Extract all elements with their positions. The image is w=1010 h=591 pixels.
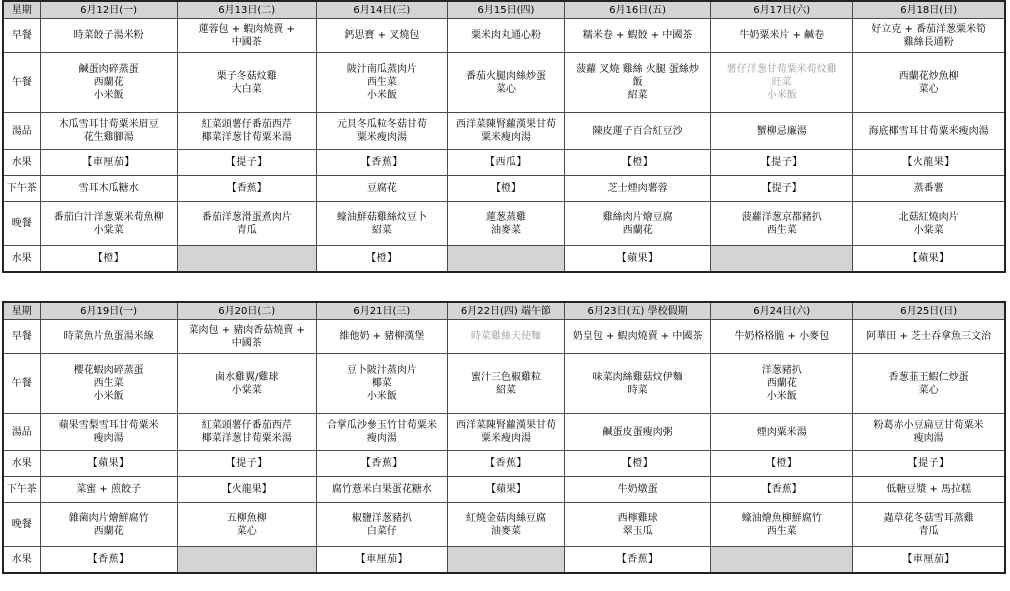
menu-item-text: 翠玉瓜: [622, 525, 653, 537]
menu-item-text: 阿華田 + 芝士吞拿魚三文治: [866, 331, 992, 342]
menu-cell: [177, 320, 316, 354]
menu-item-text: 菜蜜 + 煎餃子: [76, 484, 141, 495]
menu-cell: [565, 451, 711, 477]
menu-cell: [40, 246, 177, 272]
menu-item-text: 西蘭花炒魚柳: [898, 70, 959, 82]
menu-table-week-2: [2, 301, 1006, 574]
menu-item-text: 時菜雞絲天使麵: [470, 331, 541, 342]
menu-cell: [40, 414, 177, 451]
menu-item-text: 合掌瓜沙參玉竹甘荀粟米: [326, 420, 437, 431]
menu-cell: [853, 53, 1005, 113]
menu-cell: [447, 354, 564, 414]
menu-item-text: 洋葱豬扒: [761, 365, 802, 376]
menu-item-text: 香葱韮王蝦仁炒蛋: [888, 371, 969, 383]
day-header: 6月17日(六): [711, 1, 853, 19]
day-header: 6月13日(二): [177, 1, 316, 19]
menu-item-text: 西蘭花: [622, 224, 653, 236]
menu-item-text: 紹菜: [627, 90, 648, 101]
menu-cell: [177, 414, 316, 451]
menu-cell: [316, 503, 447, 547]
menu-item-text: 鹵水雞翼/雞球: [215, 371, 279, 383]
menu-cell: [40, 320, 177, 354]
day-header: 6月18日(日): [853, 1, 1005, 19]
menu-item-text: 五柳魚柳: [226, 512, 267, 524]
menu-item-text: 雞絲肉片燴豆腐: [602, 211, 673, 223]
meal-label: 下午茶: [3, 477, 40, 503]
menu-cell: [316, 19, 447, 53]
menu-item-text: 小米飯: [766, 90, 797, 101]
menu-item-text: 【橙】: [92, 252, 125, 264]
menu-cell: [711, 150, 853, 176]
menu-item-text: 蓮葱蒸雞: [485, 211, 526, 223]
menu-cell: [711, 19, 853, 53]
menu-cell: [316, 451, 447, 477]
menu-item-text: 【香蕉】: [87, 553, 130, 565]
menu-cell: [447, 53, 564, 113]
menu-item-text: 薯仔洋葱甘荀粟米荀炆雞: [726, 64, 837, 75]
menu-item-text: 木瓜雪耳甘荀粟米眉豆: [58, 119, 159, 130]
menu-cell: [565, 414, 711, 451]
menu-cell: [853, 246, 1005, 272]
menu-item-text: 【橙】: [366, 252, 398, 264]
menu-item-text: 西檸雞球: [617, 512, 658, 524]
menu-item-text: 蓮蓉包 + 蝦肉燒賣 +: [198, 23, 295, 35]
menu-item-text: 元貝冬瓜粒冬菇甘荀: [336, 119, 427, 130]
menu-item-text: 時菜魚片魚蛋湯米線: [63, 331, 154, 342]
menu-item-text: 【橙】: [621, 157, 654, 168]
menu-item-text: 【香蕉】: [360, 157, 403, 168]
menu-item-text: 蟹柳忌廉湯: [756, 125, 807, 137]
menu-cell: [711, 451, 853, 477]
menu-cell: [40, 150, 177, 176]
menu-item-text: 小米飯: [366, 90, 397, 101]
meal-row: [3, 547, 1005, 573]
menu-cell: [316, 547, 447, 573]
weekday-label: 星期: [3, 1, 40, 19]
weekday-label: 星期: [3, 302, 40, 320]
menu-item-text: 【香蕉】: [761, 484, 802, 495]
menu-item-text: 櫻花蝦肉碎蒸蛋: [73, 365, 144, 376]
menu-cell: [711, 113, 853, 150]
menu-item-text: 【橙】: [490, 183, 521, 194]
menu-item-text: 【提子】: [225, 157, 268, 168]
day-header: 6月15日(四): [447, 1, 564, 19]
menu-cell: [177, 53, 316, 113]
menu-item-text: 粟米瘦肉湯: [480, 132, 531, 143]
menu-cell: [177, 176, 316, 202]
menu-item-text: 【提子】: [760, 157, 803, 168]
menu-cell: [565, 320, 711, 354]
menu-item-text: 蘋果雪梨雪耳甘荀粟米: [58, 420, 159, 431]
menu-item-text: 低糖豆漿 + 馬拉糕: [886, 484, 972, 495]
menu-item-text: 陂汁南瓜蒸肉片: [346, 64, 417, 75]
menu-item-text: 維他奶 + 豬柳漢堡: [339, 331, 425, 342]
menu-cell: [447, 414, 564, 451]
meal-row: [3, 246, 1005, 272]
menu-cell: [853, 547, 1005, 573]
menu-item-text: 白菜仔: [366, 525, 397, 537]
menu-cell: [177, 354, 316, 414]
menu-item-text: 奶皇包 + 蝦肉燒賣 + 中國茶: [572, 331, 703, 342]
menu-item-text: 【橙】: [621, 458, 654, 469]
day-header: 6月16日(五): [565, 1, 711, 19]
menu-item-text: 【橙】: [765, 458, 798, 469]
menu-item-text: 花生雞腳湯: [83, 132, 134, 143]
menu-item-text: 油麥菜: [490, 525, 521, 537]
menu-cell: [316, 150, 447, 176]
menu-item-text: 菜心: [236, 525, 257, 537]
menu-item-text: 蒸番薯: [913, 183, 944, 194]
menu-item-text: 菜肉包 + 豬肉香菇燒賣 +: [188, 324, 305, 336]
menu-cell: [316, 246, 447, 272]
menu-cell: [447, 451, 564, 477]
menu-item-text: 小棠菜: [231, 384, 262, 396]
menu-cell: [853, 320, 1005, 354]
menu-cell: [565, 150, 711, 176]
meal-label: 水果: [3, 246, 40, 272]
menu-cell: [565, 547, 711, 573]
meal-label: 湯品: [3, 414, 40, 451]
menu-cell: [853, 354, 1005, 414]
menu-cell: [447, 503, 564, 547]
menu-item-text: 腐竹薏米白果蛋花糖水: [331, 484, 432, 495]
day-header: 6月22日(四) 端午節: [447, 302, 564, 320]
menu-cell: [711, 202, 853, 246]
menu-cell: [177, 503, 316, 547]
menu-cell: [853, 113, 1005, 150]
menu-cell: [711, 320, 853, 354]
menu-item-text: 紅菜頭薯仔番茄西芹: [201, 420, 292, 431]
meal-row: [3, 113, 1005, 150]
menu-cell: [565, 53, 711, 113]
menu-cell: [316, 176, 447, 202]
menu-cell: [40, 19, 177, 53]
menu-item-text: 雪耳木瓜糖水: [78, 183, 139, 194]
menu-cell: [711, 477, 853, 503]
menu-item-text: 鹹蛋皮蛋瘦肉粥: [602, 426, 673, 438]
menu-item-text: 西生菜: [366, 77, 397, 88]
menu-item-text: 蠔油燴魚柳鮮腐竹: [741, 512, 822, 524]
menu-item-text: 青瓜: [236, 224, 257, 236]
menu-table-week-1: [2, 0, 1006, 273]
menu-item-text: 小米飯: [93, 391, 124, 402]
menu-cell: [711, 503, 853, 547]
menu-cell: [565, 477, 711, 503]
menu-item-text: 中國茶: [231, 36, 262, 48]
menu-cell: [565, 113, 711, 150]
menu-item-text: 【火龍果】: [221, 484, 272, 495]
menu-item-text: 【蘋果】: [907, 252, 950, 264]
menu-cell: [565, 503, 711, 547]
menu-item-text: 菠蘿 叉燒 雞絲 火腿 蛋絲炒: [576, 64, 699, 75]
menu-item-text: 【提子】: [225, 458, 268, 469]
menu-item-text: 海底椰雪耳甘荀粟米瘦肉湯: [868, 125, 989, 137]
menu-item-text: 芝士煙肉薯蓉: [607, 183, 668, 194]
menu-cell: [447, 202, 564, 246]
menu-item-text: 粟米瘦肉湯: [356, 132, 407, 143]
menu-item-text: 時菜: [627, 384, 648, 396]
menu-cell: [177, 477, 316, 503]
menu-item-text: 小棠菜: [93, 224, 124, 236]
meal-row: [3, 414, 1005, 451]
menu-cell: [40, 53, 177, 113]
meal-row: [3, 150, 1005, 176]
menu-item-text: 【火龍果】: [902, 157, 955, 168]
day-header: 6月25日(日): [853, 302, 1005, 320]
menu-item-text: 蜜汁三色椒雞粒: [470, 371, 541, 383]
meal-label: 午餐: [3, 354, 40, 414]
meal-label: 晚餐: [3, 202, 40, 246]
menu-item-text: 紹菜: [495, 384, 516, 396]
menu-item-text: 蠔油鮮菇雞絲炆豆卜: [336, 211, 427, 223]
menu-item-text: 雞絲長通粉: [903, 36, 954, 48]
menu-cell: [177, 547, 316, 573]
menu-cell: [853, 19, 1005, 53]
meal-label: 早餐: [3, 320, 40, 354]
menu-item-text: 【提子】: [761, 183, 802, 194]
menu-item-text: 西蘭花: [93, 525, 124, 537]
menu-cell: [447, 547, 564, 573]
menu-item-text: 菜心: [918, 83, 939, 95]
menu-cell: [853, 176, 1005, 202]
menu-item-text: 小米飯: [93, 90, 124, 101]
menu-item-text: 椒鹽洋葱豬扒: [351, 512, 412, 524]
menu-item-text: 雜菌肉片燴鮮腐竹: [68, 512, 149, 524]
menu-cell: [40, 176, 177, 202]
menu-item-text: 牛奶燉蛋: [617, 484, 658, 495]
menu-item-text: 豆腐花: [366, 183, 397, 194]
menu-cell: [40, 354, 177, 414]
menu-item-text: 西生菜: [93, 378, 124, 389]
menu-item-text: 鹹蛋肉碎蒸蛋: [78, 64, 139, 75]
menu-item-text: 【車厘茄】: [82, 157, 135, 168]
menu-cell: [177, 451, 316, 477]
menu-cell: [447, 320, 564, 354]
menu-cell: [316, 113, 447, 150]
menu-cell: [711, 176, 853, 202]
day-header: 6月19日(一): [40, 302, 177, 320]
menu-cell: [177, 246, 316, 272]
menu-item-text: 粟米肉丸通心粉: [470, 30, 541, 41]
menu-cell: [316, 320, 447, 354]
menu-cell: [447, 19, 564, 53]
menu-cell: [853, 202, 1005, 246]
menu-cell: [447, 477, 564, 503]
menu-item-text: 【香蕉】: [484, 458, 527, 469]
menu-item-text: 煙肉粟米湯: [756, 426, 807, 438]
menu-cell: [711, 547, 853, 573]
menu-item-text: 西洋菜陳腎蘿漢果甘荀: [455, 420, 556, 431]
menu-cell: [316, 53, 447, 113]
menu-cell: [853, 503, 1005, 547]
menu-cell: [316, 202, 447, 246]
day-header: 6月20日(二): [177, 302, 316, 320]
menu-item-text: 【西瓜】: [484, 157, 527, 168]
menu-cell: [447, 246, 564, 272]
menu-item-text: 番茄火腿肉絲炒蛋: [465, 70, 546, 82]
menu-cell: [40, 113, 177, 150]
day-header: 6月12日(一): [40, 1, 177, 19]
menu-item-text: 糯米卷 + 蝦餃 + 中國茶: [582, 30, 693, 41]
menu-item-text: 【香蕉】: [360, 458, 403, 469]
menu-item-text: 椰菜洋葱甘荀粟米湯: [201, 433, 292, 444]
menu-item-text: 菠蘿洋葱京都豬扒: [741, 211, 822, 223]
day-header: 6月14日(三): [316, 1, 447, 19]
menu-cell: [853, 414, 1005, 451]
menu-item-text: 青瓜: [918, 525, 939, 537]
menu-item-text: 粟米瘦肉湯: [480, 433, 531, 444]
day-header: 6月21日(三): [316, 302, 447, 320]
meal-row: [3, 354, 1005, 414]
menu-cell: [316, 477, 447, 503]
menu-item-text: 中國茶: [231, 337, 262, 349]
menu-cell: [40, 477, 177, 503]
header-row: [3, 302, 1005, 320]
menu-item-text: 瘦肉湯: [93, 433, 124, 444]
menu-item-text: 西生菜: [766, 525, 797, 537]
menu-cell: [565, 202, 711, 246]
menu-item-text: 【車厘茄】: [355, 553, 409, 565]
menu-cell: [565, 19, 711, 53]
menu-cell: [711, 354, 853, 414]
menu-item-text: 西蘭花: [766, 378, 797, 389]
menu-item-text: 紹菜: [371, 224, 392, 236]
meal-label: 湯品: [3, 113, 40, 150]
menu-item-text: 牛奶粟米片 + 鹹卷: [739, 30, 825, 41]
menu-cell: [40, 451, 177, 477]
meal-row: [3, 451, 1005, 477]
menu-item-text: 【提子】: [907, 458, 950, 469]
menu-cell: [565, 176, 711, 202]
menu-item-text: 陳皮蓮子百合紅豆沙: [592, 125, 683, 137]
menu-item-text: 椰菜洋葱甘荀粟米湯: [201, 132, 292, 143]
menu-item-text: 味菜肉絲雞菇炆伊麵: [592, 371, 683, 383]
meal-label: 下午茶: [3, 176, 40, 202]
menu-item-text: 北菇紅燒肉片: [898, 211, 959, 223]
menu-item-text: 【香蕉】: [616, 553, 659, 565]
menu-cell: [447, 150, 564, 176]
meal-row: [3, 19, 1005, 53]
menu-cell: [447, 176, 564, 202]
meal-row: [3, 176, 1005, 202]
meal-row: [3, 320, 1005, 354]
menu-cell: [853, 451, 1005, 477]
menu-item-text: 瘦肉湯: [913, 433, 944, 444]
menu-item-text: 【蘋果】: [87, 458, 130, 469]
menu-cell: [40, 503, 177, 547]
menu-item-text: 菜心: [495, 83, 516, 95]
menu-cell: [711, 53, 853, 113]
menu-cell: [177, 202, 316, 246]
menu-cell: [40, 202, 177, 246]
menu-cell: [177, 113, 316, 150]
menu-cell: [316, 354, 447, 414]
menu-item-text: 牛奶格格脆 + 小麥包: [734, 331, 830, 342]
header-row: [3, 1, 1005, 19]
menu-cell: [447, 113, 564, 150]
meal-label: 午餐: [3, 53, 40, 113]
menu-item-text: 【蘋果】: [485, 484, 526, 495]
menu-cell: [177, 150, 316, 176]
menu-item-text: 番茄洋葱滑蛋煮肉片: [201, 211, 292, 223]
menu-item-text: 【車厘茄】: [902, 553, 955, 565]
menu-item-text: 番茄白汁洋葱粟米荀魚柳: [53, 211, 164, 223]
menu-item-text: 西生菜: [766, 224, 797, 236]
menu-item-text: 西洋菜陳腎蘿漢果甘荀: [455, 119, 556, 130]
menu-item-text: 好立克 + 番茄洋葱粟米筍: [871, 23, 987, 35]
menu-item-text: 豆卜陂汁蒸肉片: [346, 365, 417, 376]
meal-row: [3, 53, 1005, 113]
menu-item-text: 紅菜頭薯仔番茄西芹: [201, 119, 292, 130]
menu-item-text: 大白菜: [231, 83, 262, 95]
menu-item-text: 栗子冬菇炆雞: [216, 70, 277, 82]
menu-cell: [853, 477, 1005, 503]
menu-item-text: 小米飯: [766, 391, 797, 402]
meal-row: [3, 202, 1005, 246]
day-header: 6月24日(六): [711, 302, 853, 320]
menu-item-text: 小米飯: [366, 391, 397, 402]
menu-item-text: 飯: [632, 77, 643, 88]
meal-label: 水果: [3, 547, 40, 573]
meal-row: [3, 503, 1005, 547]
menu-item-text: 鈣思寶 + 叉燒包: [344, 30, 420, 41]
menu-item-text: 油麥菜: [490, 224, 521, 236]
menu-cell: [177, 19, 316, 53]
menu-cell: [711, 414, 853, 451]
menu-item-text: 紅燒金菇肉絲豆腐: [465, 512, 546, 524]
menu-cell: [565, 354, 711, 414]
menu-cell: [711, 246, 853, 272]
menu-item-text: 小棠菜: [913, 224, 944, 236]
day-header: 6月23日(五) 學校假期: [565, 302, 711, 320]
meal-row: [3, 477, 1005, 503]
menu-item-text: 【蘋果】: [616, 252, 659, 264]
menu-item-text: 椰菜: [371, 378, 392, 389]
menu-cell: [40, 547, 177, 573]
menu-item-text: 時菜餃子湯米粉: [73, 30, 144, 41]
menu-item-text: 旺菜: [771, 77, 792, 88]
meal-label: 水果: [3, 451, 40, 477]
menu-item-text: 瘦肉湯: [366, 433, 397, 444]
menu-item-text: 【香蕉】: [226, 183, 267, 194]
menu-cell: [853, 150, 1005, 176]
menu-item-text: 西蘭花: [93, 77, 124, 88]
meal-label: 水果: [3, 150, 40, 176]
menu-item-text: 菜心: [918, 384, 939, 396]
meal-label: 早餐: [3, 19, 40, 53]
meal-label: 晚餐: [3, 503, 40, 547]
menu-cell: [565, 246, 711, 272]
menu-cell: [316, 414, 447, 451]
menu-item-text: 蟲草花冬菇雪耳蒸雞: [883, 512, 974, 524]
menu-item-text: 粉葛赤小豆扁豆甘荀粟米: [873, 420, 984, 431]
